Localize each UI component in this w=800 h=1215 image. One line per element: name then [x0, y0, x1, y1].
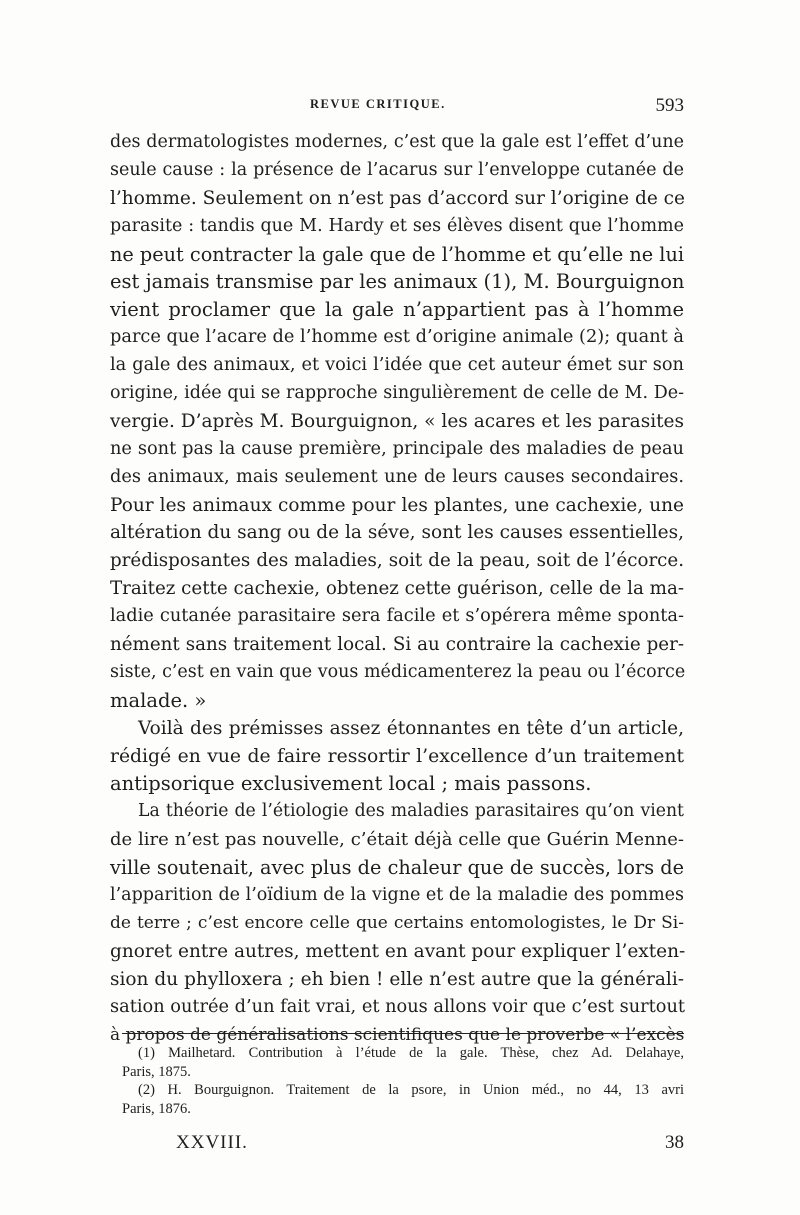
text-line: Pour les animaux comme pour les plantes, une cachexie, une	[110, 494, 684, 516]
text-line: antipsorique exclusivement local ; mais passons.	[110, 772, 592, 796]
footnotes	[122, 1044, 684, 1118]
footnote-line: (2) H. Bourguignon. Traitement de la psore, in Union méd., no 44, 13 avri	[138, 1082, 684, 1098]
text-line: Traitez cette cachexie, obtenez cette guérison, celle de la ma-	[110, 578, 684, 600]
text-line: l’apparition de l’oïdium de la vigne et de la maladie des pommes	[110, 885, 684, 906]
text-line: gnoret entre autres, mettent en avant pour expliquer l’exten-	[110, 940, 686, 962]
text-line: l’homme. Seulement on n’est pas d’accord sur l’origine de ce	[110, 187, 685, 209]
text-line: des animaux, mais seulement une de leurs causes secondaires.	[110, 466, 684, 487]
text-line: altération du sang ou de la séve, sont les causes essentielles,	[110, 522, 684, 544]
text-line: La théorie de l’étiologie des maladies parasitaires qu’on vient	[138, 801, 684, 822]
text-line: origine, idée qui se rapproche singulièrement de celle de M. De-	[110, 383, 684, 404]
footnote-divider	[122, 1033, 684, 1034]
text-line: prédisposantes des maladies, soit de la peau, soit de l’écorce.	[110, 550, 684, 572]
text-line: parasite : tandis que M. Hardy et ses élèves disent que l’homme	[110, 215, 684, 236]
footnote-line: Paris, 1876.	[122, 1100, 191, 1117]
text-line: des dermatologistes modernes, c’est que la gale est l’effet d’une	[110, 132, 684, 152]
text-line: est jamais transmise par les animaux (1), M. Bourguignon	[110, 270, 685, 294]
text-line: vient proclamer que la gale n’appartient pas à l’homme	[110, 298, 684, 322]
text-line: de lire n’est pas nouvelle, c’était déjà celle que Guérin Menne-	[110, 829, 684, 851]
text-line: la gale des animaux, et voici l’idée que cet auteur émet sur son	[110, 355, 684, 376]
running-title: REVUE CRITIQUE.	[310, 97, 446, 111]
signature-number: 38	[665, 1132, 684, 1153]
text-line: seule cause : la présence de l’acarus sur l’enveloppe cutanée de	[110, 159, 684, 180]
text-line: ne peut contracter la gale que de l’homme et qu’elle ne lui	[110, 242, 684, 266]
text-line: sion du phylloxera ; eh bien ! elle n’est autre que la générali-	[110, 968, 684, 990]
text-line: vergie. D’après M. Bourguignon, « les acares et les parasites	[110, 410, 684, 432]
running-header	[110, 95, 684, 119]
text-line: rédigé en vue de faire ressortir l’excellence d’un traitement	[110, 745, 684, 767]
signature-mark: XXVIII.	[176, 1132, 248, 1153]
text-line: Voilà des prémisses assez étonnantes en tête d’un article,	[138, 717, 684, 739]
page-number: 593	[655, 95, 684, 116]
text-line: ville soutenait, avec plus de chaleur que de succès, lors de	[110, 856, 684, 880]
text-line: ladie cutanée parasitaire sera facile et s’opérera même sponta-	[110, 606, 684, 627]
text-line: à propos de généralisations scientifiques que le proverbe « l’excès	[110, 1024, 685, 1045]
text-line: malade. »	[110, 688, 207, 712]
text-line: ne sont pas la cause première, principale des maladies de peau	[110, 438, 684, 459]
text-line: sation outrée d’un fait vrai, et nous allons voir que c’est surtout	[110, 996, 686, 1017]
footnote-line: Paris, 1875.	[122, 1063, 191, 1080]
body-text	[110, 129, 684, 1049]
text-line: nément sans traitement local. Si au contraire la cachexie per-	[110, 634, 684, 656]
text-line: parce que l’acare de l’homme est d’origine animale (2); quant à	[110, 327, 684, 348]
text-line: de terre ; c’est encore celle que certains entomologistes, le Dr Si-	[110, 912, 684, 933]
text-line: siste, c’est en vain que vous médicamenterez la peau ou l’écorce	[110, 661, 686, 682]
footnote-line: (1) Mailhetard. Contribution à l’étude de la gale. Thèse, chez Ad. Delahaye,	[138, 1045, 684, 1061]
